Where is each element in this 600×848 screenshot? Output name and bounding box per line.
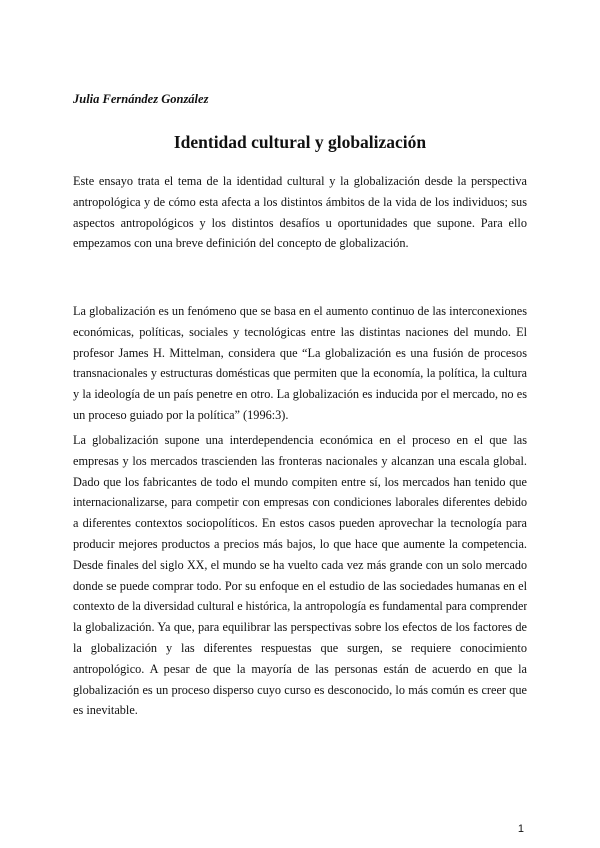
author-name: Julia Fernández González — [73, 92, 209, 106]
paragraph-line: Este ensayo trata el tema de la identidad cultural y la globalización desde la perspectiva — [73, 174, 527, 188]
paragraph-line: Dado que los fabricantes de todo el mundo compiten entre sí, los mercados han tenido que — [73, 474, 527, 489]
paragraph-line: transnacionales y estructuras domésticas que permiten que la economía, la política, la cultura — [73, 366, 527, 381]
paragraph-line: producir mejores productos a precios más bajos, lo que hace que aumente la competencia. — [73, 536, 527, 551]
paragraph-line: aspectos antropológicos y los distintos desafíos u oportunidades que supone. Para ello — [73, 215, 527, 230]
paragraph-line: a diferentes contextos sociopolíticos. En estos casos pueden aprovechar la tecnología para — [73, 516, 527, 531]
paragraph-line: empresas y los mercados trascienden las fronteras nacionales y alcanzan una escala global. — [73, 453, 527, 468]
paragraph-line: antropológica y de cómo esta afecta a los distintos ámbitos de la vida de los individuos; sus — [73, 194, 527, 209]
paragraph-line: antropológico. A pesar de que la mayoría de las personas están de acuerdo en que la — [73, 661, 527, 676]
paragraph-line: Desde finales del siglo XX, el mundo se ha vuelto cada vez más grande con un solo mercado — [73, 557, 527, 572]
paragraph-line: empezamos con una breve definición del concepto de globalización. — [73, 236, 409, 251]
paragraph-line: donde se puede comprar todo. Por su enfoque en el estudio de las sociedades humanas en el — [73, 578, 527, 593]
paragraph-line: la globalización y las diferentes respuestas que surgen, se requiere conocimiento — [73, 640, 527, 655]
paragraph-line: globalización es un proceso disperso cuyo curso es desconocido, lo más común es creer que — [73, 682, 527, 697]
paragraph-1 — [73, 171, 527, 254]
paragraph-line: internacionalizarse, para competir con empresas con condiciones laborales diferentes debido — [73, 495, 527, 510]
page-number: 1 — [517, 823, 524, 835]
paragraph-3 — [73, 430, 527, 721]
paragraph-line: La globalización es un fenómeno que se basa en el aumento continuo de las interconexiones — [73, 304, 527, 318]
paragraph-line: y la ideología de un país penetre en otro. La globalización es inducida por el mercado, no es — [73, 387, 527, 402]
paragraph-2 — [73, 301, 527, 426]
paragraph-line: la globalización. Ya que, para equilibrar las perspectivas sobre los efectos de los factores de — [73, 620, 527, 635]
paragraph-line: contexto de la diversidad cultural e histórica, la antropología es fundamental para comprender — [73, 599, 527, 614]
paragraph-line: un proceso guiado por la política” (1996:3). — [73, 407, 289, 422]
paragraph-line: La globalización supone una interdependencia económica en el proceso en el que las — [73, 433, 527, 447]
document-title: Identidad cultural y globalización — [173, 132, 427, 152]
paragraph-line: es inevitable. — [73, 703, 138, 718]
paragraph-line: económicas, políticas, sociales y tecnológicas entre las distintas naciones del mundo. El — [73, 324, 527, 339]
paragraph-line: profesor James H. Mittelman, considera que “La globalización es una fusión de procesos — [73, 345, 527, 360]
